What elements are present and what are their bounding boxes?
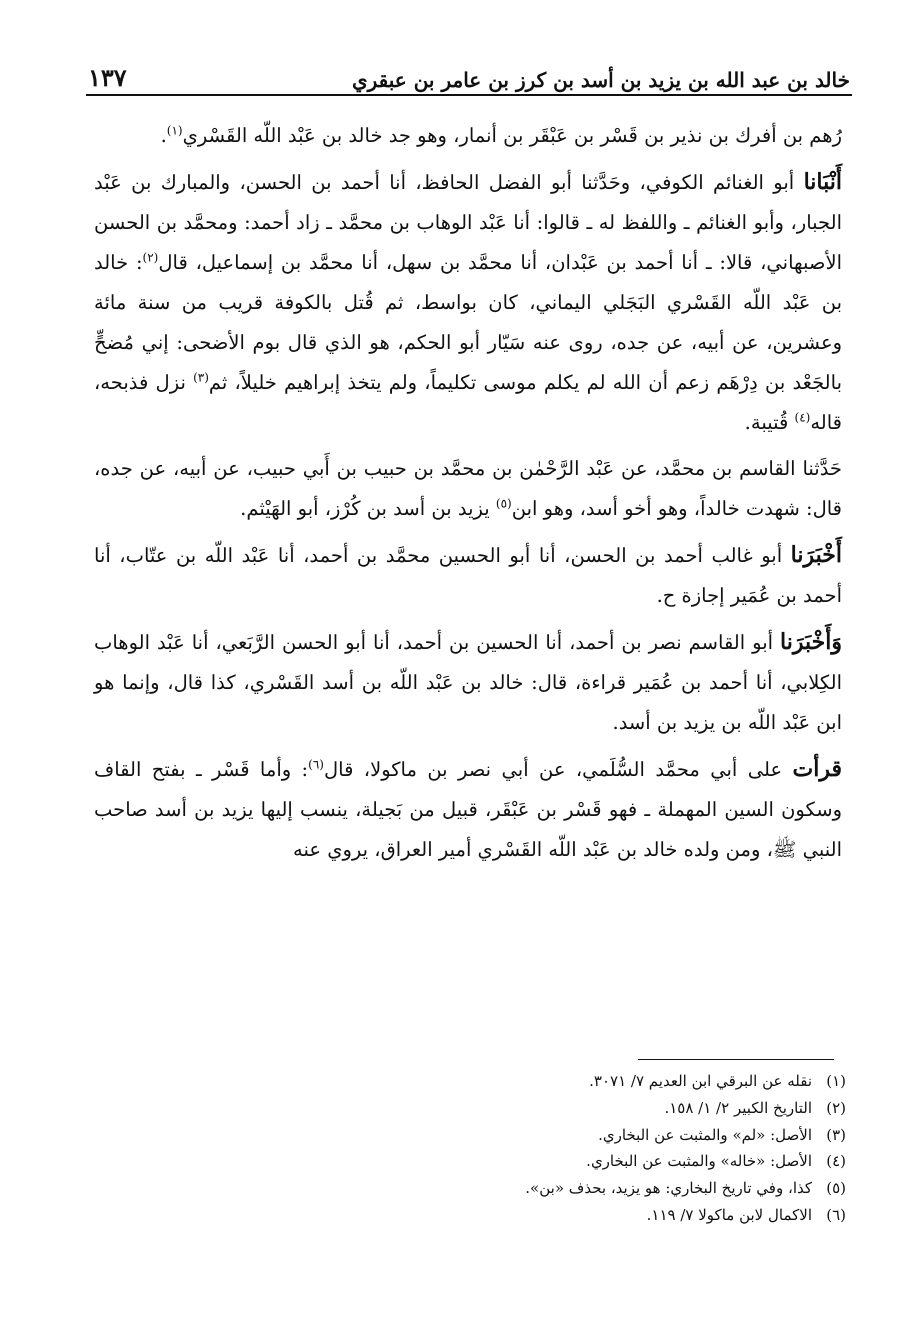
footnote-text: الأصل: «لم» والمثبت عن البخاري. xyxy=(598,1125,812,1144)
footnote-number: (٦) xyxy=(826,1205,846,1224)
footnote xyxy=(300,1122,846,1149)
header-rule xyxy=(86,94,852,96)
footnote-number: (٣) xyxy=(826,1125,846,1144)
footnote-ref: (٦) xyxy=(308,757,324,772)
running-header xyxy=(88,56,850,92)
lead-word: وَأَخْبَرَنا xyxy=(780,629,842,655)
footnote-ref: (٣) xyxy=(193,370,209,385)
footnote-number: (٢) xyxy=(826,1098,846,1117)
paragraph-text: يزيد بن أسد بن كُرْز، أبو الهَيْثم. xyxy=(240,497,496,520)
footnote xyxy=(300,1095,846,1122)
footnote xyxy=(300,1175,846,1202)
paragraph-text: : خالد بن عَبْد اللّه القَسْري البَجَلي اليماني، كان بواسط، ثم قُتل بالكوفة قريب من سنة مائة وعشرين، عن أبيه، عن جده، روى عنه سَيّار أبو الحكم، هو الذي قال بوم الأضحى: إني مُضحٍّ بالجَعْد بن دِرْهَم زعم أن الله لم يكلم موسى تكليماً، ولم يتخذ إبراهيم خليلاً، ثم xyxy=(94,251,842,394)
footnote-number: (٤) xyxy=(826,1152,846,1171)
footnote-text: كذا، وفي تاريخ البخاري: هو يزيد، بحذف «بن». xyxy=(525,1179,812,1198)
paragraph-text: : وأما قَسْر ـ بفتح القاف وسكون السين المهملة ـ فهو قَسْر بن عَبْقَر، قبيل من بَجيلة، ينسب إليها يزيد بن أسد صاحب النبي ﷺ، ومن ولده خالد بن عَبْد اللّه القَسْري أمير العراق، يروي عنه xyxy=(94,758,842,861)
paragraph-2 xyxy=(94,162,842,443)
paragraph-text: على أبي محمَّد السُّلَمي، عن أبي نصر بن ماكولا، قال xyxy=(323,758,793,781)
footnote-ref: (٤) xyxy=(794,410,811,425)
footnote-ref: (٥) xyxy=(495,496,512,511)
footnote-ref: (١) xyxy=(166,123,183,138)
lead-word: أَنْبَانا xyxy=(803,169,842,195)
paragraph-text: أبو غالب أحمد بن الحسن، أنا أبو الحسين محمَّد بن أحمد، أنا عَبْد اللّه بن عتّاب، أنا أحمد بن عُمَير إجازة ح. xyxy=(94,544,842,607)
running-title: خالد بن عبد الله بن يزيد بن أسد بن كرز بن عامر بن عبقري xyxy=(351,68,850,92)
paragraph-3 xyxy=(94,449,842,529)
paragraph-text: نزل فذبحه، قاله xyxy=(94,371,842,434)
lead-word: أَخْبَرَنا xyxy=(790,542,842,568)
lead-word: قرأت xyxy=(792,756,842,782)
footnote xyxy=(300,1202,846,1229)
footnote-text: الاكمال لابن ماكولا ٧/ ١١٩. xyxy=(646,1205,812,1224)
footnote-text: التاريخ الكبير ٢/ ١/ ١٥٨. xyxy=(664,1098,812,1117)
paragraph-text: أبو الغنائم الكوفي، وحَدَّثنا أبو الفضل الحافظ، أنا أحمد بن الحسن، والمبارك بن عَبْد الجبار، وأبو الغنائم ـ واللفظ له ـ قالوا: أنا عَبْد الوهاب بن محمَّد ـ زاد أحمد: ومحمَّد بن الحسن الأصبهاني، قالا: ـ أنا أحمد بن عَبْدان، أنا محمَّد بن سهل، أنا محمَّد بن إسماعيل، قال xyxy=(94,171,842,274)
paragraph-end: . xyxy=(160,124,167,147)
paragraph-text: أبو القاسم نصر بن أحمد، أنا الحسين بن أحمد، أنا أبو الحسن الرَّبَعي، أنا عَبْد الوهاب الكِلابي، أنا أحمد بن عُمَير قراءة، قال: خالد بن عَبْد اللّه بن أسد القَسْري، كذا قال، وإنما هو ابن عَبْد اللّه بن يزيد بن أسد. xyxy=(94,631,842,734)
paragraph-4 xyxy=(94,535,842,616)
footnote xyxy=(300,1068,846,1095)
paragraph-5 xyxy=(94,622,842,743)
paragraph-text: رُهم بن أفرك بن نذير بن قَسْر بن عَبْقَر بن أنمار، وهو جد خالد بن عَبْد اللّه القَسْري xyxy=(182,124,842,147)
footnote-number: (١) xyxy=(826,1072,846,1090)
footnote-rule xyxy=(638,1059,834,1060)
footnote-number: (٥) xyxy=(826,1179,846,1198)
footnote xyxy=(300,1148,846,1175)
footnotes xyxy=(300,1068,846,1229)
footnote-text: نقله عن البرقي ابن العديم ٧/ ٣٠٧١. xyxy=(589,1072,812,1090)
footnote-ref: (٢) xyxy=(142,250,159,265)
main-text xyxy=(94,116,842,870)
paragraph-6 xyxy=(94,749,842,870)
paragraph-text: حَدَّثنا القاسم بن محمَّد، عن عَبْد الرَّحْمٰن بن محمَّد بن حبيب بن أَبي حبيب، عن أبيه، عن جده، قال: شهدت خالداً، وهو أخو أسد، وهو ابن xyxy=(94,457,842,520)
paragraph-1 xyxy=(94,116,842,156)
footnote-text: الأصل: «خاله» والمثبت عن البخاري. xyxy=(586,1152,812,1171)
paragraph-text: قُتيبة. xyxy=(744,411,795,434)
page-number: ١٣٧ xyxy=(88,63,127,92)
